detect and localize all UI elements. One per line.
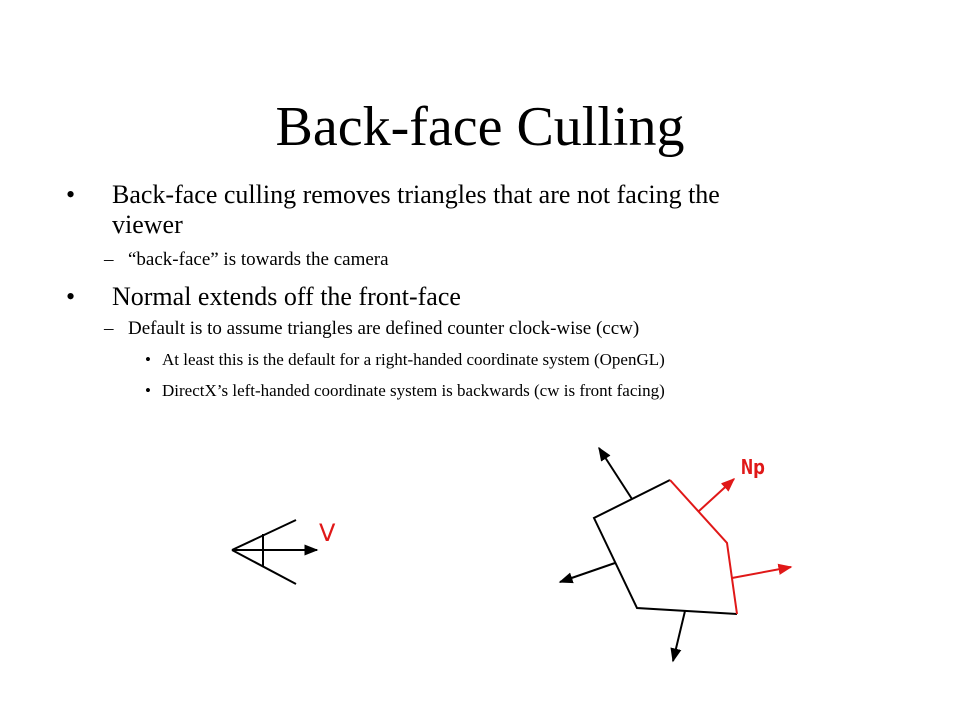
bullet-text-normal: Normal extends off the front-face (112, 282, 461, 311)
dash-marker: – (104, 249, 114, 270)
bullet-marker: • (145, 381, 151, 400)
subbullet-text-backface: “back-face” is towards the camera (128, 249, 389, 270)
polygon-back-faces (594, 480, 737, 614)
bullet-marker: • (66, 180, 76, 209)
normal-arrow-left (560, 563, 615, 582)
view-vector-label: V (319, 519, 336, 547)
camera-symbol (232, 520, 317, 584)
bullet-marker: • (145, 350, 151, 369)
normal-arrow-right (732, 567, 791, 578)
polygon-edges-black (594, 480, 737, 614)
subsubbullet-text-opengl: At least this is the default for a right-handed coordinate system (OpenGL) (162, 350, 665, 369)
subsubbullet-text-directx: DirectX’s left-handed coordinate system is backwards (cw is front facing) (162, 381, 665, 400)
normal-label: Np (741, 455, 766, 479)
bullet-marker: • (66, 282, 76, 311)
polygon-edges-red (670, 480, 737, 614)
subbullet-text-default-ccw: Default is to assume triangles are defined counter clock-wise (ccw) (128, 318, 640, 339)
dash-marker: – (104, 318, 114, 339)
bullet-text-culling-line1: Back-face culling removes triangles that are not facing the (112, 180, 720, 209)
normal-arrow-bottom (673, 611, 685, 661)
bullet-text-culling-line2: viewer (112, 210, 183, 239)
polygon-front-faces (670, 480, 737, 614)
normal-arrow-np (699, 479, 734, 511)
normal-arrow-top-left (599, 448, 632, 499)
slide-title: Back-face Culling (275, 96, 685, 158)
